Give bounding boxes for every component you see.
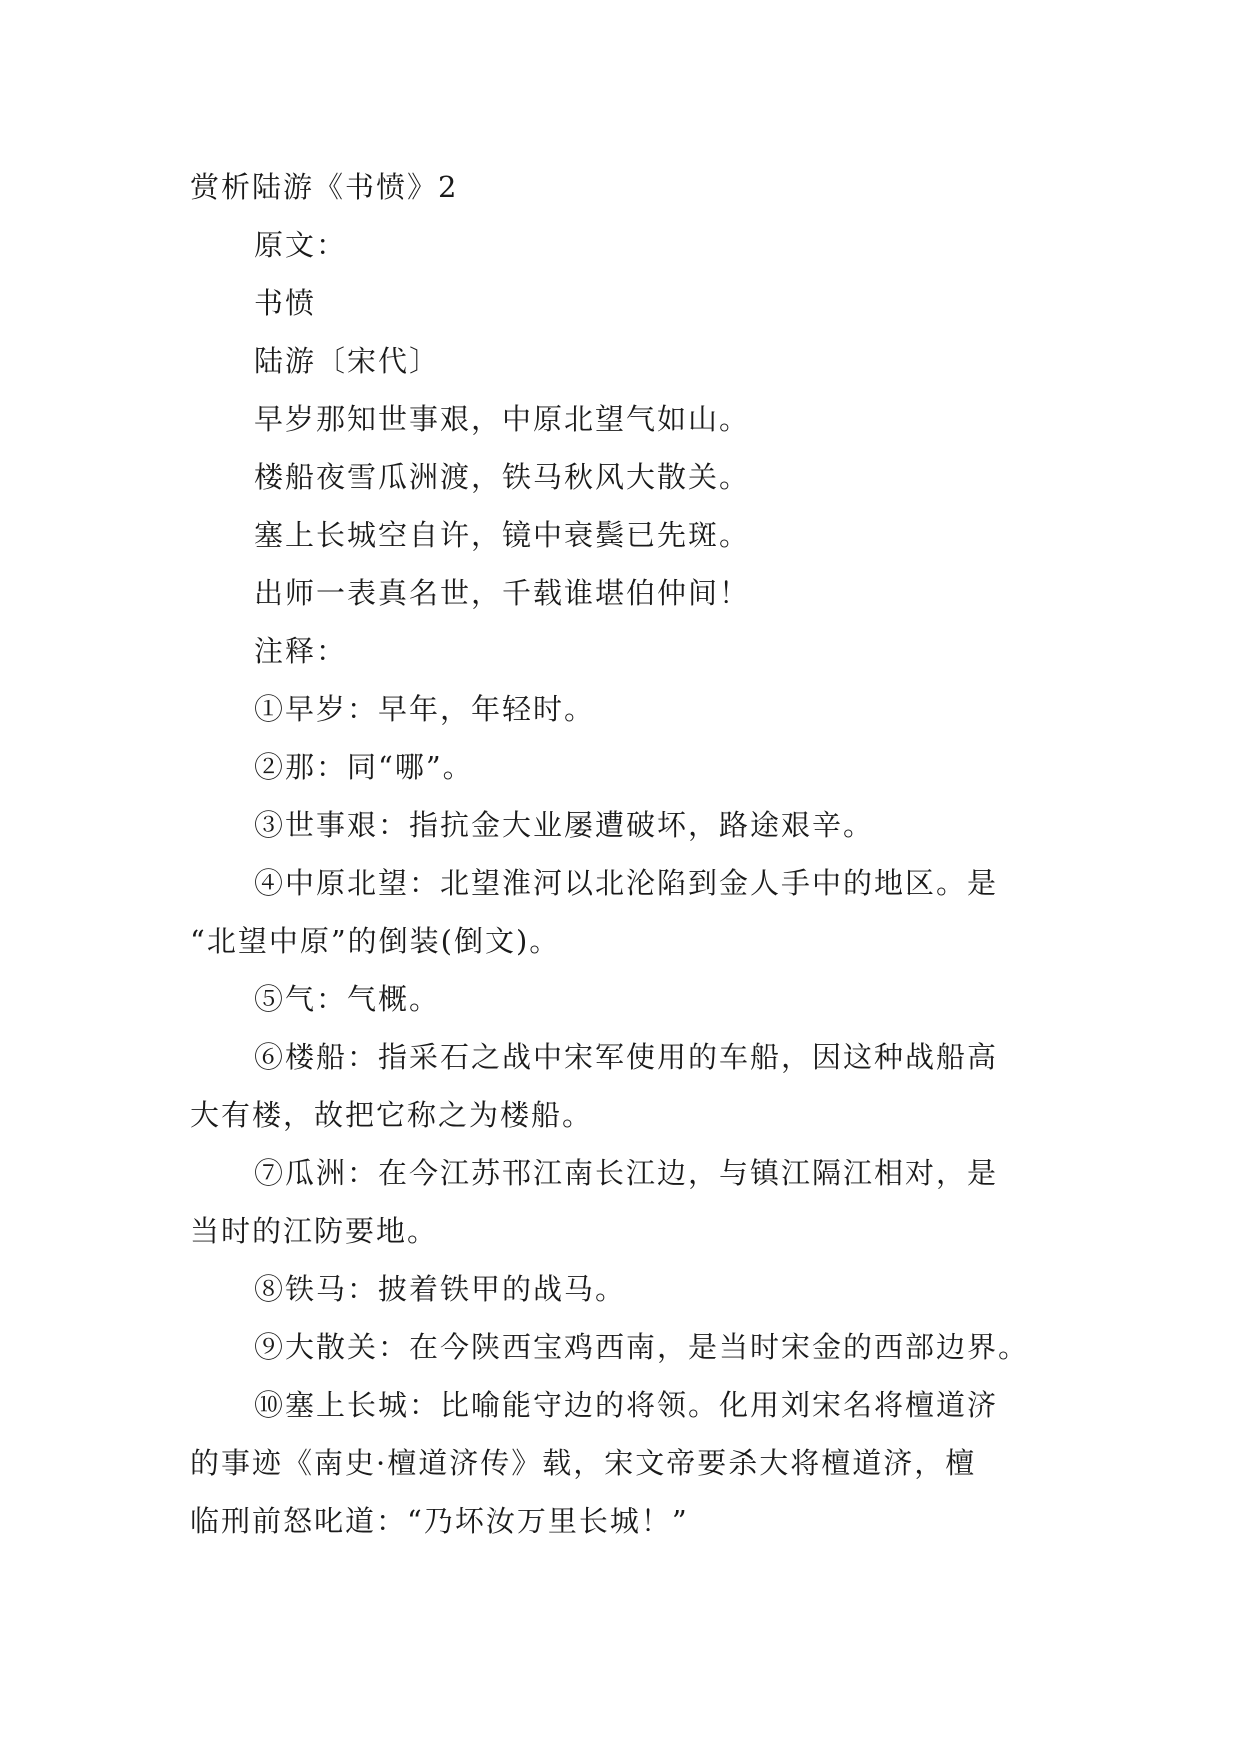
poem-line-1: 早岁那知世事艰，中原北望气如山。 [254,402,751,436]
note-6-line-1: ⑥楼船：指采石之战中宋军使用的车船，因这种战船高 [254,1040,999,1074]
note-7-line-1: ⑦瓜洲：在今江苏邗江南长江边，与镇江隔江相对，是 [254,1156,999,1190]
poem-line-2: 楼船夜雪瓜洲渡，铁马秋风大散关。 [254,460,751,494]
poem-title: 书愤 [254,286,317,320]
note-5: ⑤气：气概。 [254,982,441,1016]
note-4-line-1: ④中原北望：北望淮河以北沦陷到金人手中的地区。是 [254,866,999,900]
note-4-line-2: “北望中原”的倒装(倒文)。 [190,924,561,958]
poem-line-4: 出师一表真名世，千载谁堪伯仲间！ [254,576,751,610]
note-3: ③世事艰：指抗金大业屡遭破坏，路途艰辛。 [254,808,875,842]
label-original: 原文： [254,228,348,262]
note-6-line-2: 大有楼，故把它称之为楼船。 [190,1098,594,1132]
note-10-line-2: 的事迹《南史·檀道济传》载，宋文帝要杀大将檀道济，檀 [190,1446,977,1480]
poem-author: 陆游〔宋代〕 [254,344,441,378]
note-8: ⑧铁马：披着铁甲的战马。 [254,1272,627,1306]
label-notes: 注释： [254,634,348,668]
note-2: ②那：同“哪”。 [254,750,474,784]
note-7-line-2: 当时的江防要地。 [190,1214,439,1248]
document-body [190,158,1060,1550]
note-10-line-1: ⑩塞上长城：比喻能守边的将领。化用刘宋名将檀道济 [254,1388,999,1422]
note-1: ①早岁：早年，年轻时。 [254,692,596,726]
note-9: ⑨大散关：在今陕西宝鸡西南，是当时宋金的西部边界。 [254,1330,1030,1364]
document-title: 赏析陆游《书愤》2 [190,170,459,204]
poem-line-3: 塞上长城空自许，镜中衰鬓已先斑。 [254,518,751,552]
note-10-line-3: 临刑前怒叱道：“乃坏汝万里长城！” [190,1504,689,1538]
